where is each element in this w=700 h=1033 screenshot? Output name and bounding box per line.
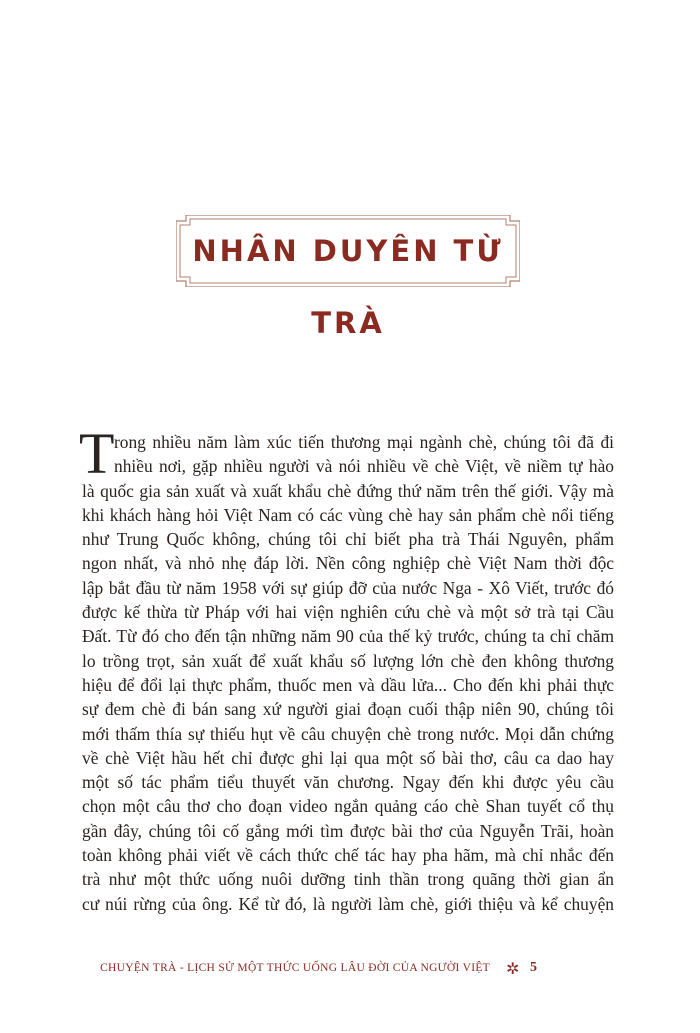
body-line: Đất. Từ đó cho đến tận những năm 90 của thế kỷ trước, chúng ta chỉ chăm — [82, 626, 614, 647]
page-footer — [0, 960, 700, 980]
body-line: như Trung Quốc không, chúng tôi chỉ biết pha trà Thái Nguyên, phẩm — [82, 529, 614, 550]
body-line: chọn một câu thơ cho đoạn video ngắn quảng cáo chè Shan tuyết cổ thụ — [82, 796, 614, 817]
body-line: sự đem chè đi bán sang xứ người giai đoạn cuối thập niên 90, chúng tôi — [82, 699, 614, 720]
body-line: được kế thừa từ Pháp với hai viện nghiên cứu chè và một sở trà tại Cầu — [82, 602, 614, 623]
body-line: nhiều nơi, gặp nhiều người và nói nhiều về chè Việt, về niềm tự hào — [114, 456, 614, 477]
page-number: 5 — [530, 960, 537, 975]
body-line: rong nhiều năm làm xúc tiến thương mại ngành chè, chúng tôi đã đi — [114, 432, 614, 452]
body-line: trà như một thức uống nuôi dưỡng tinh thần trong quãng thời gian ẩn — [82, 869, 614, 890]
body-line: toàn không phải viết về cách thức chế tác hay pha hãm, mà chỉ nhắc đến — [82, 845, 614, 866]
body-line: về chè Việt hầu hết chỉ được ghi lại qua một số bài thơ, câu ca dao hay — [82, 747, 614, 768]
star-ornament-icon: ✲ — [506, 961, 520, 978]
body-line: là quốc gia sản xuất và xuất khẩu chè đứng thứ năm trên thế giới. Vậy mà — [82, 480, 614, 501]
chapter-title: NHÂN DUYÊN TỪ TRÀ — [192, 234, 504, 340]
body-line: lập bắt đầu từ năm 1958 với sự giúp đỡ của nước Nga - Xô Viết, trước đó — [82, 577, 614, 598]
chapter-title-frame — [176, 215, 520, 340]
body-line: mới thấm thía sự thiếu hụt về câu chuyện chè trong nước. Mọi dẫn chứng — [82, 723, 614, 744]
body-line: cư núi rừng của ông. Kể từ đó, là người làm chè, giới thiệu và kể chuyện — [82, 893, 614, 914]
body-line: khi khách hàng hỏi Việt Nam có các vùng chè hay sản phẩm chè nổi tiếng — [82, 504, 614, 525]
drop-cap: T — [79, 421, 115, 486]
body-line: ngon nhất, và nhỏ nhẹ đáp lời. Nền công nghiệp chè Việt Nam thời độc — [82, 553, 614, 574]
body-line: hiệu để đổi lại thực phẩm, thuốc men và dầu lửa... Cho đến khi phải thực — [82, 674, 614, 695]
body-line: một số tác phẩm tiểu thuyết văn chương. Ngay đến khi được yêu cầu — [82, 772, 614, 793]
body-line: lo trồng trọt, sản xuất để xuất khẩu số lượng lớn chè đen không thương — [82, 650, 614, 671]
running-title: CHUYỆN TRÀ - LỊCH SỬ MỘT THỨC UỐNG LÂU ĐỜI CỦA NGƯỜI VIỆT — [100, 962, 490, 974]
body-paragraph — [79, 421, 614, 916]
body-line: gần đây, chúng tôi cố gắng mới tìm được bài thơ của Nguyễn Trãi, hoàn — [82, 820, 614, 841]
